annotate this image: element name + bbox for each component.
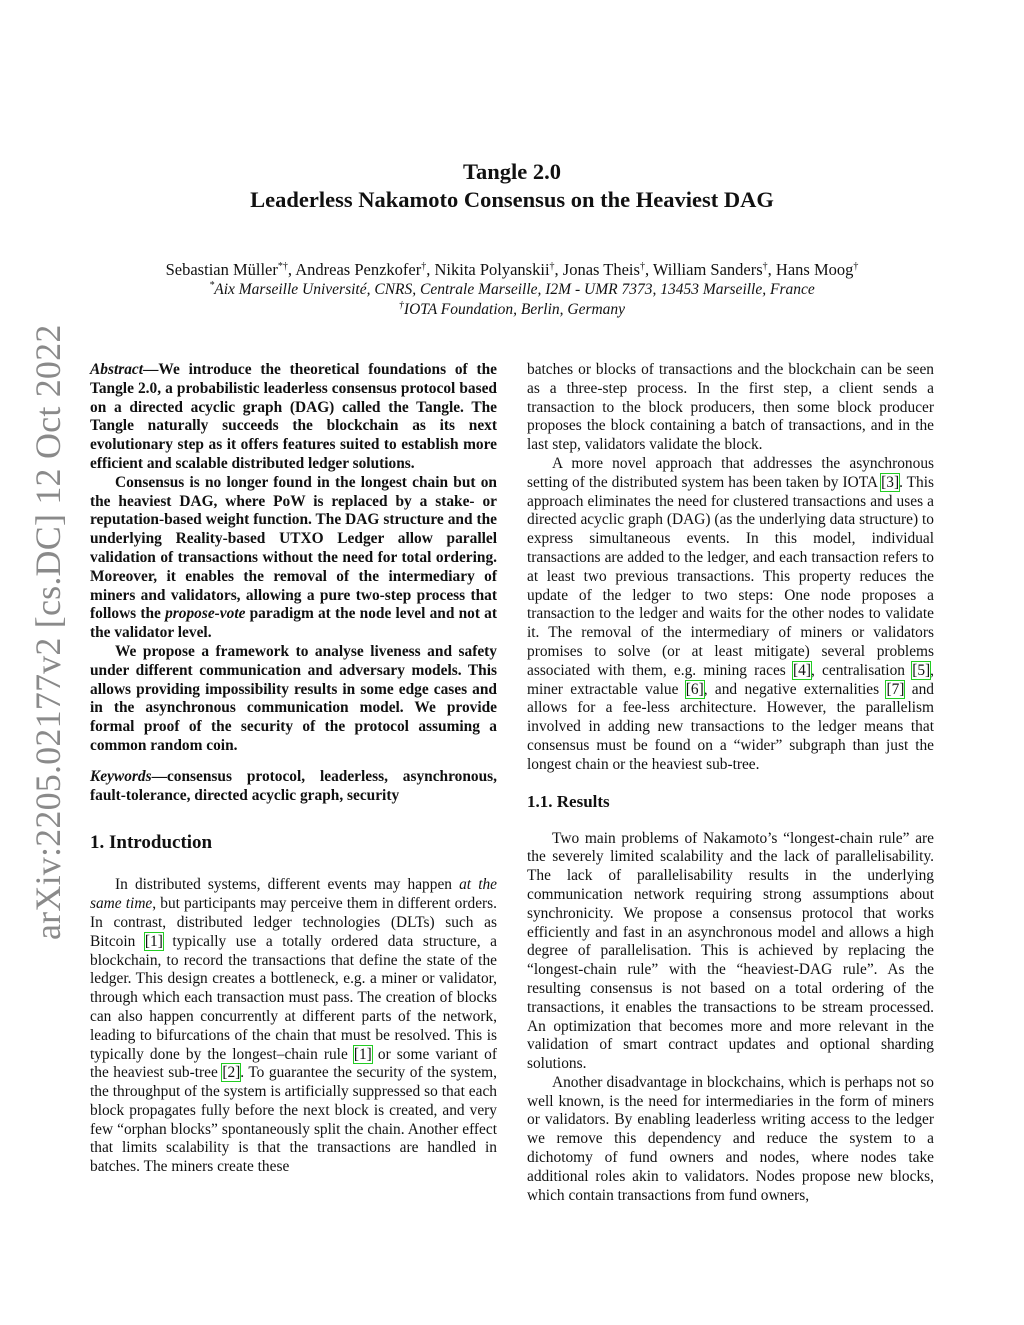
text-span: or some variant of the heaviest sub-tree xyxy=(90,1045,497,1082)
text-span: Another disadvantage in blockchains, which is perhaps not so well known, is the need for intermediaries in the form of miners or validators. By enabling leaderless writing access to the ledger we remove this dependency and reduce the system to a dichotomy of fund owners and nodes, where nodes take additional roles akin to validators. Nodes propose new blocks, which contain transactions from fund owners, xyxy=(527,1073,934,1204)
keywords-text: consensus protocol, leaderless, asynchronous, fault-tolerance, directed acyclic graph, security xyxy=(90,767,497,804)
section-heading-introduction: 1. Introduction xyxy=(90,832,213,854)
text-span: Consensus is no longer found in the longest chain but on the heaviest DAG, where PoW is replaced by a stake- or reputation-based weight function. The DAG structure and the underlying Reality-based UTXO Ledger allow parallel validation of transactions without the need for total ordering. Moreover, it enables the removal of the intermediary of miners and validators, allowing a pure two-step process that follows the xyxy=(90,473,497,623)
text-span: . This approach eliminates the need for clustered transactions and uses a directed acyclic graph (DAG) (as the underlying data structure) to express simultaneous events. In this model, individual transactions are added to the ledger, and each transaction refers to at least two previous transactions. This property reduces the update of the ledger to two steps: One node proposes a transaction to the ledger and waits for the other nodes to validate it. The removal of the intermediary of miners or validators promises to solve (or at least mitigate) several problems associated with them, e.g. mining races xyxy=(527,473,935,679)
author-mark: *† xyxy=(277,261,288,272)
keywords-label: Keywords xyxy=(90,767,152,785)
paragraph xyxy=(527,830,934,1074)
affiliation-mark: † xyxy=(398,300,404,311)
text-span: . To guarantee the security of the system, the throughput of the system is artificially suppressed so that each block propagates fully before the next block is created, and very few “orphan blocks” spontaneously split the chain. Another effect that limits scalability is that the transactions are handled in batches. The miners create these xyxy=(90,1064,497,1176)
citation-link[interactable]: [1] xyxy=(144,932,163,950)
affiliation-text: IOTA Foundation, Berlin, Germany xyxy=(403,301,626,318)
text-span: and allows for a fee-less architecture. However, the parallelism involved in adding new transactions to the ledger means that consensus must be found on a “wider” subgraph than just the longest chain or the heaviest sub-tree. xyxy=(527,680,934,773)
text-span: paradigm at the node level and not at the validator level. xyxy=(90,605,497,642)
author-name: Jonas Theis xyxy=(562,260,640,279)
author-mark: † xyxy=(762,261,768,272)
text-column xyxy=(90,361,497,1177)
text-column xyxy=(527,361,934,1205)
section-heading-results: 1.1. Results xyxy=(527,791,610,811)
citation-link[interactable]: [2] xyxy=(222,1064,241,1082)
text-span: We introduce the theoretical foundations of the Tangle 2.0, a probabilistic leaderless consensus protocol based on a directed acyclic graph (DAG) called the Tangle. The Tangle naturally succeeds the blockchain as its next evolutionary step as it offers features suited to establish more efficient and scalable distributed ledger solutions. xyxy=(90,361,497,472)
author-mark: † xyxy=(549,261,555,272)
author-mark: † xyxy=(421,261,427,272)
paper-title xyxy=(0,158,1024,214)
text-span: , and negative externalities xyxy=(703,680,887,698)
arxiv-stamp: arXiv:2205.02177v2 [cs.DC] 12 Oct 2022 xyxy=(28,324,68,940)
paragraph xyxy=(90,474,497,643)
title-line-1: Tangle 2.0 xyxy=(463,159,561,184)
paragraph xyxy=(527,455,934,775)
author-name: William Sanders xyxy=(652,260,763,279)
paragraph-continued xyxy=(527,361,934,455)
citation-link[interactable]: [6] xyxy=(685,680,704,698)
abstract xyxy=(90,361,497,756)
text-span: , centralisation xyxy=(810,661,913,679)
author-block xyxy=(0,259,1024,320)
text-span: , but participants may perceive them in different orders. In contrast, distributed ledger technologies (DLTs) such as Bitcoin xyxy=(90,895,497,950)
text-span: typically use a totally ordered data structure, a blockchain, to record the transactions that define the state of the ledger. This design creates a bottleneck, e.g. a miner or validator, through which each transaction must pass. The creation of blocks can also happen concurrently at different parts of the network, leading to bifurcations of the chain that must be resolved. This is typically done by the longest–chain rule xyxy=(90,932,497,1063)
text-span: In distributed systems, different events may happen xyxy=(115,876,460,894)
text-span: propose-vote xyxy=(165,605,246,623)
author-name: Sebastian Müller xyxy=(165,260,278,279)
abstract-label: Abstract xyxy=(90,361,144,378)
text-span: batches or blocks of transactions and the blockchain can be seen as a three-step process. In the first step, a client sends a transaction to the block producers, then some block producer proposes the block containing a batch of transactions, and in the last step, validators validate the block. xyxy=(527,361,934,454)
author-name: Hans Moog xyxy=(775,260,854,279)
paragraph xyxy=(90,876,497,1177)
paragraph: Abstract—We introduce the theoretical foundations of the Tangle 2.0, a probabilistic leaderless consensus protocol based on a directed acyclic graph (DAG) called the Tangle. The Tangle naturally succeeds the blockchain as its next evolutionary step as it offers features suited to establish more efficient and scalable distributed ledger solutions. xyxy=(90,361,497,472)
affiliation-1 xyxy=(0,280,1024,300)
title-line-2: Leaderless Nakamoto Consensus on the Heaviest DAG xyxy=(250,187,774,212)
author-list: Sebastian Müller*†, Andreas Penzkofer†, Nikita Polyanskii†, Jonas Theis†, William Sanders†, Hans Moog† xyxy=(165,260,859,279)
citation-link[interactable]: [1] xyxy=(353,1045,372,1063)
text-span: A more novel approach that addresses the asynchronous setting of the distributed system has been taken by IOTA xyxy=(527,454,934,491)
author-name: Nikita Polyanskii xyxy=(434,260,550,279)
citation-link[interactable]: [3] xyxy=(881,473,900,491)
introduction-body xyxy=(90,876,497,1177)
affiliation-text: Aix Marseille Université, CNRS, Centrale Marseille, I2M - UMR 7373, 13453 Marseille, France xyxy=(214,281,815,298)
text-span: at the same time xyxy=(90,876,497,913)
paragraph xyxy=(90,643,497,756)
affiliation-2 xyxy=(0,300,1024,320)
citation-link[interactable]: [5] xyxy=(912,661,931,679)
citation-link[interactable]: [4] xyxy=(793,661,811,679)
text-span: We propose a framework to analyse liveness and safety under different communication and adversary models. This allows providing impossibility results in some edge cases and in the asynchronous communication model. We provide formal proof of the security of the protocol assuming a common random coin. xyxy=(90,642,497,754)
author-mark: † xyxy=(639,261,645,272)
citation-link[interactable]: [7] xyxy=(886,680,905,698)
text-span: , miner extractable value xyxy=(527,661,934,698)
author-name: Andreas Penzkofer xyxy=(295,260,422,279)
keywords: Keywords—consensus protocol, leaderless, asynchronous, fault-tolerance, directed acyclic graph, security xyxy=(90,767,497,804)
paragraph xyxy=(527,1074,934,1206)
author-mark: † xyxy=(853,261,859,272)
text-span: Two main problems of Nakamoto’s “longest-chain rule” are the severely limited scalability and the lack of parallelisability. The lack of parallelisability results in the underlying communication network requiring strong assumptions about synchronicity. We propose a consensus protocol that works efficiently and fast in an asynchronous model and allows a high degree of parallelisation. This is achieved by replacing the “longest-chain rule” with the “heaviest-DAG rule”. As the resulting consensus is not based on a total ordering of the transactions, it enables the transactions to be stream processed. An optimization that becomes more and more relevant in the validation of smart contract updates and optional sharding solutions. xyxy=(527,829,934,1073)
affiliation-mark: * xyxy=(209,280,215,291)
